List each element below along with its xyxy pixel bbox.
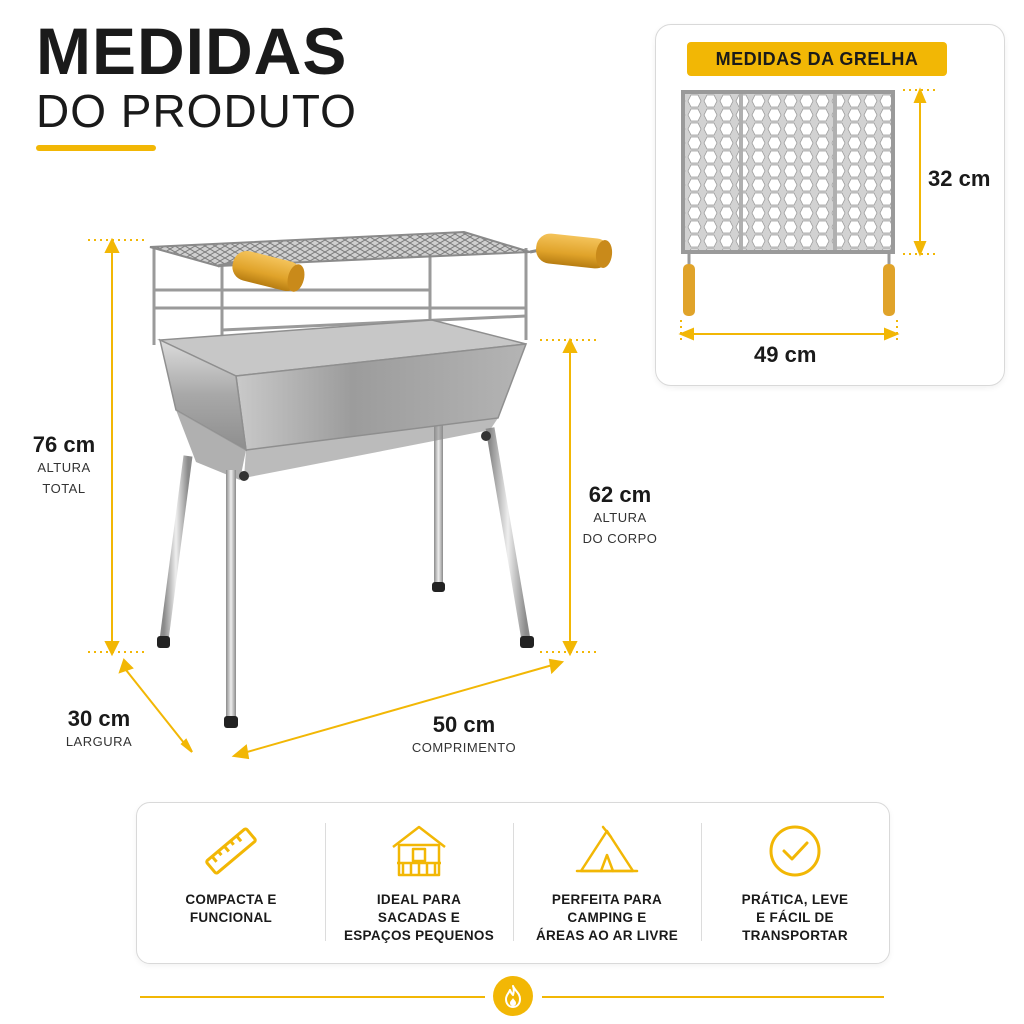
grill-badge: MEDIDAS DA GRELHA xyxy=(687,42,947,76)
feature-text: COMPACTA E FUNCIONAL xyxy=(185,892,277,926)
page-subtitle: DO PRODUTO xyxy=(36,85,357,137)
body-height-value: 62 cm xyxy=(588,482,652,507)
feature-text: PRÁTICA, LEVE E FÁCIL DE TRANSPORTAR xyxy=(741,892,849,944)
width-dimension xyxy=(54,706,144,753)
check-circle-icon xyxy=(763,819,827,883)
feature-balcony xyxy=(325,803,513,963)
features-bar xyxy=(136,802,890,964)
flame-icon xyxy=(493,976,533,1016)
feature-camping xyxy=(513,803,701,963)
feature-text: PERFEITA PARA CAMPING E ÁREAS AO AR LIVRE xyxy=(535,892,679,944)
width-value: 30 cm xyxy=(67,706,131,731)
tent-icon xyxy=(575,819,639,883)
grill-height-value: 32 cm xyxy=(928,166,991,191)
width-caption: LARGURA xyxy=(65,734,133,749)
total-height-value: 76 cm xyxy=(32,432,96,457)
footer-line-right xyxy=(542,996,884,998)
dimension-lines xyxy=(88,240,600,758)
total-height-dimension xyxy=(24,432,104,500)
body-height-dimension xyxy=(572,482,668,550)
feature-compact xyxy=(137,803,325,963)
length-dimension xyxy=(396,712,532,759)
ruler-icon xyxy=(199,819,263,883)
body-height-caption: ALTURA DO CORPO xyxy=(582,510,658,546)
grill-body xyxy=(160,320,526,480)
front-legs xyxy=(157,428,534,728)
back-legs xyxy=(432,420,445,592)
length-caption: COMPRIMENTO xyxy=(411,740,517,755)
length-value: 50 cm xyxy=(432,712,496,737)
total-height-caption: ALTURA TOTAL xyxy=(37,460,91,496)
feature-text: IDEAL PARA SACADAS E ESPAÇOS PEQUENOS xyxy=(343,892,495,944)
grill-grate xyxy=(150,232,530,266)
grill-grate-illustration xyxy=(655,80,1003,350)
footer-line-left xyxy=(140,996,485,998)
grill-width-value: 49 cm xyxy=(754,342,817,367)
house-balcony-icon xyxy=(387,819,451,883)
page-title: MEDIDAS xyxy=(36,14,348,88)
feature-portable xyxy=(701,803,889,963)
